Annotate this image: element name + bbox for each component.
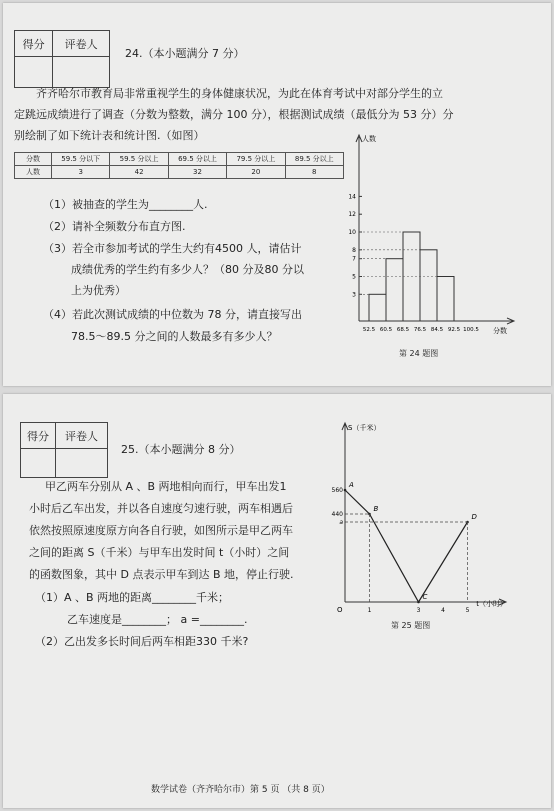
table-cell: 32 xyxy=(168,166,226,179)
grader-cell xyxy=(56,449,108,478)
question-intro-line-3: 别绘制了如下统计表和统计图.（如图） xyxy=(14,129,205,142)
table-cell: 20 xyxy=(227,166,285,179)
grader-header: 评卷人 xyxy=(53,31,110,57)
question-intro-line-2: 小时后乙车出发，并以各自速度匀速行驶，两车相遇后 xyxy=(29,502,293,515)
point-label: C xyxy=(422,593,428,601)
question-item-1-cont: 乙车速度是________； a =________. xyxy=(67,613,248,626)
x-tick-label: 68.5 xyxy=(396,327,410,333)
distance-time-graph xyxy=(333,420,543,620)
question-item-3: （3）若全市参加考试的学生大约有4500 人，请估计 xyxy=(43,242,302,255)
distance-line xyxy=(345,490,468,602)
question-intro-line-5: 的函数图象，其中 D 点表示甲车到达 B 地，停止行驶. xyxy=(29,568,294,581)
score-table xyxy=(14,152,344,179)
question-title: 24.（本小题满分 7 分） xyxy=(125,47,245,60)
x-tick-label: 60.5 xyxy=(379,327,393,333)
question-intro-line-1: 甲乙两车分别从 A 、B 两地相向而行，甲车出发1 xyxy=(45,480,287,493)
score-cell xyxy=(21,449,56,478)
table-header-cell: 79.5 分以上 xyxy=(227,153,285,166)
x-tick-label: 76.5 xyxy=(413,327,427,333)
y-tick-label: 7 xyxy=(352,255,356,263)
question-intro-line-2: 定跳远成绩进行了调查（分数为整数，满分 100 分），根据测试成绩（最低分为 53 分）分 xyxy=(14,108,454,121)
question-item-2: （2）请补全频数分布直方图. xyxy=(43,220,186,233)
table-cell: 人数 xyxy=(15,166,52,179)
table-header-cell: 89.5 分以上 xyxy=(285,153,343,166)
y-tick-label: 14 xyxy=(348,193,356,201)
question-24-sheet xyxy=(3,3,551,386)
y-tick-label: 3 xyxy=(352,291,356,299)
histogram-bar xyxy=(369,294,386,321)
question-25-sheet xyxy=(3,394,551,808)
origin-label: O xyxy=(337,606,343,614)
x-tick-label: 3 xyxy=(416,607,421,614)
score-header: 得分 xyxy=(21,423,56,449)
question-item-1: （1）被抽查的学生为________人. xyxy=(43,198,208,211)
table-header-cell: 59.5 分以下 xyxy=(52,153,110,166)
y-axis-label: 人数 xyxy=(362,135,376,143)
y-tick-label: 440 xyxy=(331,511,343,518)
y-tick-label: 10 xyxy=(348,229,356,236)
data-point xyxy=(417,601,420,604)
question-title: 25.（本小题满分 8 分） xyxy=(121,443,241,456)
score-box xyxy=(14,30,110,88)
grader-header: 评卷人 xyxy=(56,423,108,449)
histogram-bar xyxy=(437,277,454,322)
x-tick-label: 100.5 xyxy=(463,327,479,333)
question-item-4-cont: 78.5～89.5 分之间的人数最多有多少人？ xyxy=(71,330,278,343)
x-tick-label: 1 xyxy=(367,607,372,614)
y-tick-label: 560 xyxy=(331,487,343,494)
page-footer: 数学试卷（齐齐哈尔市）第 5 页 （共 8 页） xyxy=(151,785,330,795)
table-cell: 42 xyxy=(110,166,168,179)
frequency-histogram xyxy=(341,131,521,346)
y-tick-label: 8 xyxy=(352,246,356,254)
question-item-2: （2）乙出发多长时间后两车相距330 千米? xyxy=(35,635,249,648)
x-axis-label: t（小时） xyxy=(476,600,507,608)
x-tick-label: 84.5 xyxy=(430,327,444,333)
y-axis-label: S（千米） xyxy=(348,424,381,432)
table-cell: 3 xyxy=(52,166,110,179)
y-tick-label: a xyxy=(339,519,343,526)
x-tick-label: 4 xyxy=(441,607,445,614)
figure-caption: 第 24 题图 xyxy=(399,349,439,358)
question-item-3-cont: 成绩优秀的学生约有多少人？（80 分及80 分以 xyxy=(71,263,304,276)
data-point xyxy=(344,489,347,492)
x-tick-label: 5 xyxy=(465,607,470,614)
score-header: 得分 xyxy=(15,31,53,57)
table-header-cell: 59.5 分以上 xyxy=(110,153,168,166)
question-intro-line-3: 依然按照原速度原方向各自行驶，如图所示是甲乙两车 xyxy=(29,524,293,537)
histogram-bar xyxy=(420,250,437,321)
question-intro-line-4: 之间的距离 S（千米）与甲车出发时间 t（小时）之间 xyxy=(29,546,290,559)
question-item-1: （1）A 、B 两地的距离________千米； xyxy=(35,591,230,604)
figure-caption: 第 25 题图 xyxy=(391,621,431,630)
histogram-bar xyxy=(386,259,403,321)
table-cell: 8 xyxy=(285,166,343,179)
score-box xyxy=(20,422,108,478)
question-item-3-cont: 上为优秀） xyxy=(71,284,126,297)
x-axis-label: 分数 xyxy=(493,327,507,335)
question-item-4: （4）若此次测试成绩的中位数为 78 分，请直接写出 xyxy=(43,308,302,321)
table-header-cell: 分数 xyxy=(15,153,52,166)
point-label: D xyxy=(471,513,477,521)
point-label: A xyxy=(349,481,354,489)
x-tick-label: 92.5 xyxy=(447,327,461,333)
question-intro-line-1: 齐齐哈尔市教育局非常重视学生的身体健康状况，为此在体育考试中对部分学生的立 xyxy=(36,87,443,100)
point-label: B xyxy=(373,505,379,513)
y-tick-label: 12 xyxy=(348,211,356,219)
y-tick-label: 5 xyxy=(352,273,356,281)
x-tick-label: 52.5 xyxy=(362,327,376,333)
table-header-cell: 69.5 分以上 xyxy=(168,153,226,166)
